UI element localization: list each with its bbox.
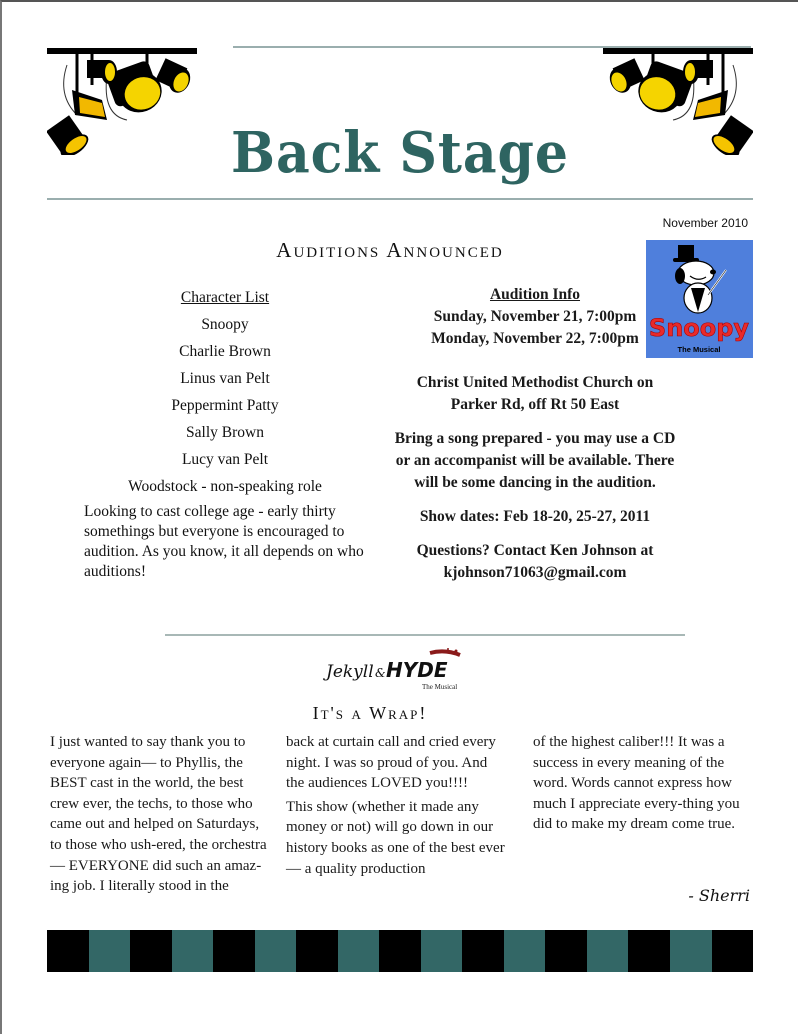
footer-stripe bbox=[89, 930, 131, 972]
footer-stripe bbox=[338, 930, 380, 972]
audition-date: Sunday, November 21, 7:00pm bbox=[433, 308, 637, 325]
contact-email[interactable]: kjohnson71063@gmail.com bbox=[443, 564, 627, 581]
character-item: Peppermint Patty bbox=[171, 397, 279, 414]
character-item: Linus van Pelt bbox=[180, 370, 270, 387]
wrap-paragraph: I just wanted to say thank you to everyone again— to Phyllis, the BEST cast in the world, the best crew ever, the techs, to those who came out and helped on Saturdays, to those who ush-ered, the orchestra— EVERYONE did such an amaz-ing job. I literally stood in the bbox=[50, 734, 267, 895]
footer-stripe bbox=[213, 930, 255, 972]
signature: - Sherri bbox=[688, 886, 750, 905]
footer-stripe bbox=[255, 930, 297, 972]
top-hat-icon bbox=[678, 245, 694, 259]
character-item: Lucy van Pelt bbox=[181, 451, 269, 468]
footer-stripe bbox=[670, 930, 712, 972]
audition-location: Christ United Methodist Church on Parker Rd, off Rt 50 East bbox=[416, 374, 654, 413]
character-item: Snoopy bbox=[201, 316, 249, 333]
jekyll-hyde-subtitle: The Musical bbox=[422, 683, 458, 691]
title-rule bbox=[47, 198, 753, 200]
audition-info-header: Audition Info bbox=[489, 286, 581, 303]
snoopy-logo-text: Snoopy bbox=[648, 314, 750, 342]
casting-note: Looking to cast college age - early thirty somethings but everyone is encouraged to audition. As you know, it all depends on who auditions! bbox=[84, 503, 364, 580]
audition-info-column bbox=[390, 284, 680, 584]
footer-stripe bbox=[587, 930, 629, 972]
show-dates: Show dates: Feb 18-20, 25-27, 2011 bbox=[419, 508, 651, 525]
footer-stripe bbox=[296, 930, 338, 972]
footer-stripe bbox=[628, 930, 670, 972]
footer-stripe bbox=[462, 930, 504, 972]
contact-line: Questions? Contact Ken Johnson at bbox=[416, 542, 654, 559]
newsletter-title: Back Stage bbox=[231, 120, 569, 186]
character-item: Woodstock - non-speaking role bbox=[128, 478, 322, 495]
wrap-paragraph: This show (whether it made any money or not) will go down in our history books as one of the best ever— a quality production bbox=[286, 798, 505, 877]
wrap-column-1 bbox=[50, 732, 272, 900]
wrap-paragraph: back at curtain call and cried every night. I was so proud of you. And the audiences LOVED you!!!! bbox=[286, 734, 496, 792]
jekyll-hyde-logo bbox=[320, 647, 470, 695]
wrap-column-2 bbox=[286, 732, 508, 882]
footer-stripe bbox=[712, 930, 754, 972]
footer-stripe bbox=[172, 930, 214, 972]
footer-stripe bbox=[379, 930, 421, 972]
wrap-paragraph: of the highest caliber!!! It was a success in every meaning of the word. Words cannot express how much I appreciate every-thing you did to make my dream come true. bbox=[533, 734, 740, 833]
section-divider bbox=[165, 634, 685, 636]
character-list-column bbox=[84, 284, 366, 582]
hyde-text: HYDE bbox=[386, 658, 448, 682]
issue-date: November 2010 bbox=[662, 216, 748, 230]
footer-stripe-band bbox=[47, 930, 753, 972]
character-item: Sally Brown bbox=[186, 424, 264, 441]
footer-stripe bbox=[130, 930, 172, 972]
character-item: Charlie Brown bbox=[179, 343, 271, 360]
wrap-column-3 bbox=[533, 732, 751, 838]
jekyll-text: Jekyll bbox=[326, 662, 374, 682]
auditions-heading: Auditions Announced bbox=[276, 238, 504, 262]
footer-stripe bbox=[504, 930, 546, 972]
ampersand-text: & bbox=[375, 666, 386, 680]
audition-date: Monday, November 22, 7:00pm bbox=[431, 330, 639, 347]
wrap-heading: It's a Wrap! bbox=[312, 703, 428, 723]
footer-stripe bbox=[545, 930, 587, 972]
footer-stripe bbox=[421, 930, 463, 972]
snoopy-logo-subtitle: The Musical bbox=[677, 345, 721, 354]
song-note: Bring a song prepared - you may use a CD or an accompanist will be available. There will be some dancing in the audition. bbox=[394, 430, 676, 491]
footer-stripe bbox=[47, 930, 89, 972]
character-list-header: Character List bbox=[180, 289, 270, 306]
